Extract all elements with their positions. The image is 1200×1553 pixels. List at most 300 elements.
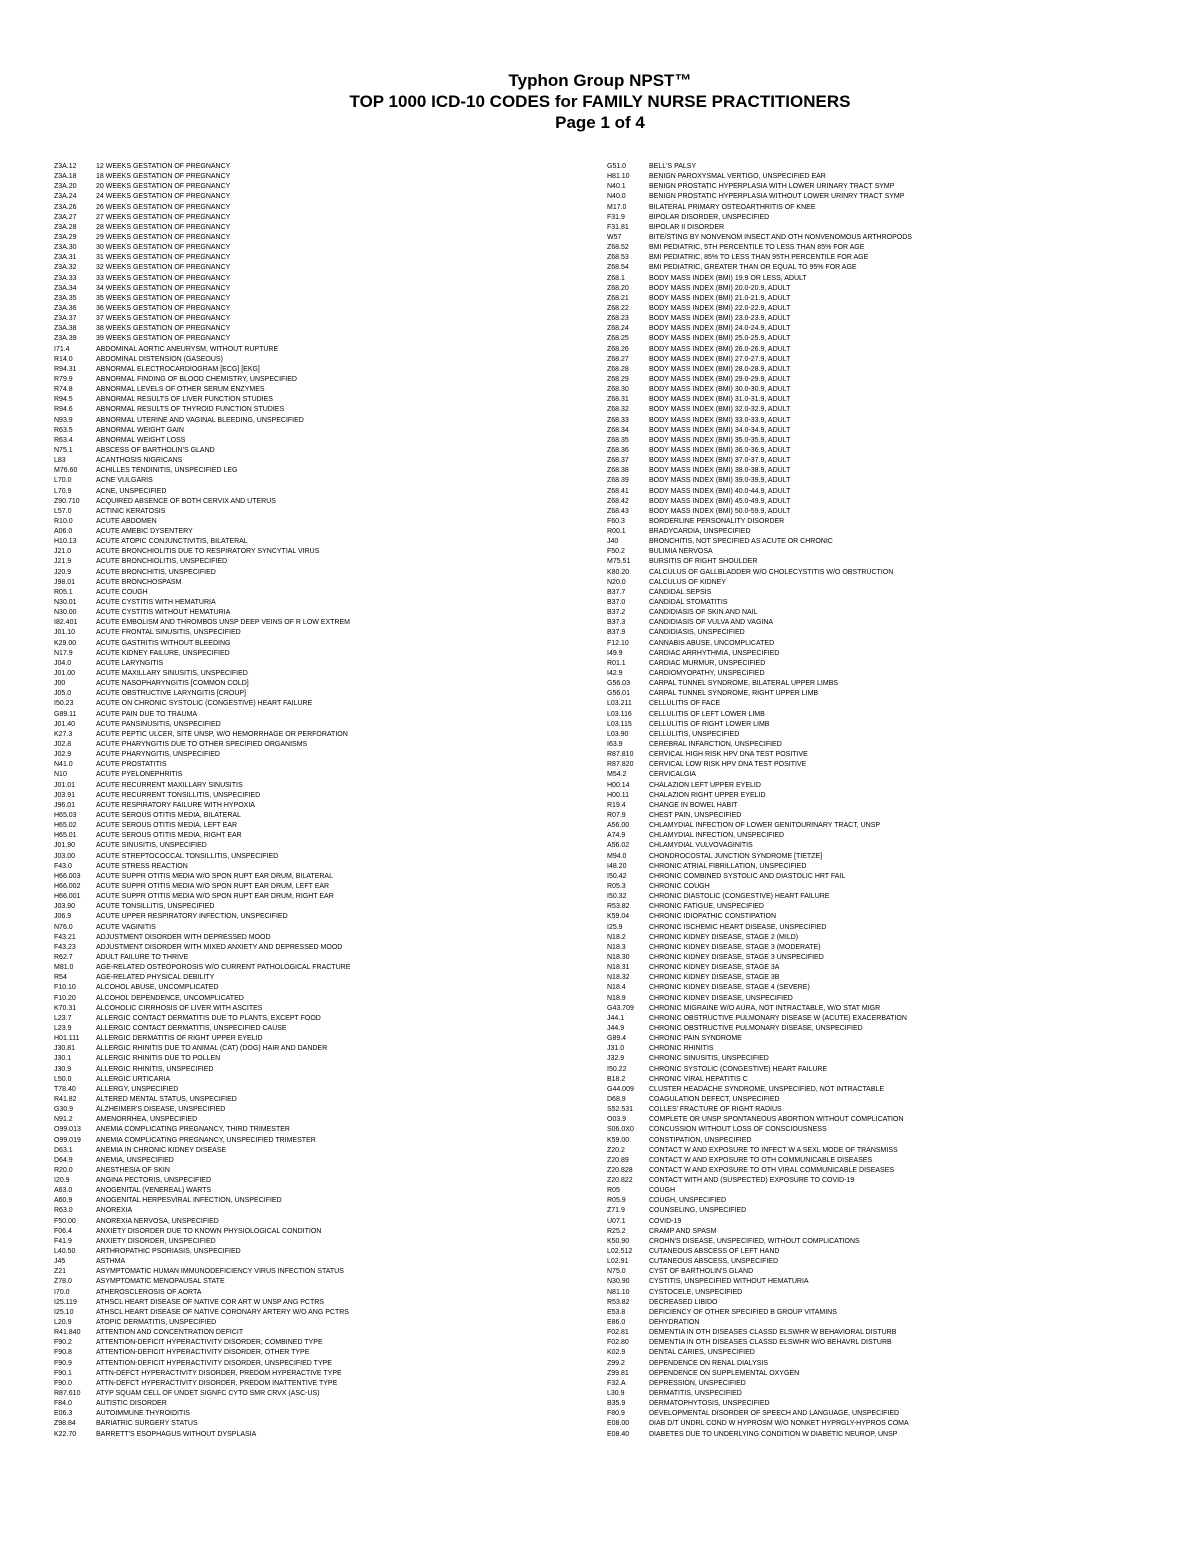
code-description: ACUTE PHARYNGITIS DUE TO OTHER SPECIFIED ORGANISMS [96,741,308,749]
code-description: ACHILLES TENDINITIS, UNSPECIFIED LEG [96,467,238,475]
code-description: BURSITIS OF RIGHT SHOULDER [649,558,758,566]
icd-code: W57 [607,233,622,241]
code-description: ALLERGIC RHINITIS DUE TO ANIMAL (CAT) (DOG) HAIR AND DANDER [96,1045,328,1053]
code-description: CHRONIC DIASTOLIC (CONGESTIVE) HEART FAILURE [649,893,830,901]
icd-code: F32.A [607,1379,626,1387]
code-description: CHRONIC RHINITIS [649,1045,714,1053]
code-row [54,1166,574,1176]
icd-code: I50.23 [54,700,74,708]
code-description: ACNE, UNSPECIFIED [96,487,167,495]
code-description: DECREASED LIBIDO [649,1298,718,1306]
icd-code: N18.4 [607,984,626,992]
code-row [54,872,574,882]
code-row [607,456,1167,466]
code-row [607,1176,1167,1186]
icd-code: F02.80 [607,1339,629,1347]
code-row [607,192,1167,202]
icd-code: Z68.36 [607,446,629,454]
code-row [54,862,574,872]
code-row [54,1389,574,1399]
code-description: BODY MASS INDEX (BMI) 38.0-38.9, ADULT [649,467,791,475]
code-row [54,902,574,912]
code-row [54,578,574,588]
icd-code: Z3A.26 [54,203,77,211]
icd-code: H01.111 [54,1035,80,1043]
icd-code: Z68.27 [607,355,629,363]
code-description: CERVICAL LOW RISK HPV DNA TEST POSITIVE [649,761,807,769]
code-description: COUGH, UNSPECIFIED [649,1197,727,1205]
code-description: CONSTIPATION, UNSPECIFIED [649,1136,752,1144]
code-description: DEFICIENCY OF OTHER SPECIFIED B GROUP VITAMINS [649,1308,837,1316]
code-description: BULIMIA NERVOSA [649,548,713,556]
icd-code: Z3A.33 [54,274,77,282]
icd-code: D68.9 [607,1095,626,1103]
code-description: CHRONIC KIDNEY DISEASE, STAGE 3A [649,964,780,972]
code-description: ACTINIC KERATOSIS [96,507,166,515]
code-row [54,223,574,233]
code-row [54,1186,574,1196]
left-code-column [54,162,574,1440]
icd-code: Z3A.12 [54,163,77,170]
code-description: BODY MASS INDEX (BMI) 25.0-25.9, ADULT [649,335,791,343]
code-description: 35 WEEKS GESTATION OF PREGNANCY [96,294,231,302]
code-description: BODY MASS INDEX (BMI) 32.0-32.9, ADULT [649,406,791,414]
code-description: 31 WEEKS GESTATION OF PREGNANCY [96,254,231,262]
code-row [54,1419,574,1429]
icd-code: N76.0 [54,923,73,931]
code-row [607,628,1167,638]
icd-code: R00.1 [607,528,626,536]
code-row [54,1004,574,1014]
code-description: ATOPIC DERMATITIS, UNSPECIFIED [96,1319,217,1327]
code-row [54,243,574,253]
code-row [607,182,1167,192]
icd-code: Z3A.27 [54,213,77,221]
icd-code: J21.9 [54,558,72,566]
code-row [54,1115,574,1125]
code-row [607,933,1167,943]
code-description: ACUTE SEROUS OTITIS MEDIA, RIGHT EAR [96,832,242,840]
icd-code: L70.9 [54,487,72,495]
icd-code: H65.01 [54,832,77,840]
icd-code: J01.01 [54,781,76,789]
code-row [54,213,574,223]
code-description: BMI PEDIATRIC, GREATER THAN OR EQUAL TO 95% FOR AGE [649,264,857,272]
code-row [607,294,1167,304]
code-row [54,233,574,243]
code-description: ASYMPTOMATIC MENOPAUSAL STATE [96,1278,225,1286]
icd-code: R53.82 [607,1298,630,1306]
code-row [607,923,1167,933]
code-description: CANDIDAL STOMATITIS [649,599,728,607]
code-row [54,943,574,953]
code-description: DEVELOPMENTAL DISORDER OF SPEECH AND LANGUAGE, UNSPECIFIED [649,1410,900,1418]
code-description: CHLAMYDIAL INFECTION, UNSPECIFIED [649,832,785,840]
code-row [607,588,1167,598]
code-row [54,1125,574,1135]
icd-code: O03.9 [607,1116,627,1124]
icd-code: R41.840 [54,1329,81,1337]
code-row [54,476,574,486]
icd-code: F43.0 [54,862,72,870]
code-description: ACNE VULGARIS [96,477,153,485]
icd-code: Z3A.18 [54,173,77,181]
code-row [54,537,574,547]
icd-code: N30.01 [54,599,77,607]
icd-code: R05.1 [54,588,73,596]
code-description: BODY MASS INDEX (BMI) 40.0-44.9, ADULT [649,487,791,495]
code-row [607,1065,1167,1075]
code-description: BIPOLAR II DISORDER [649,223,725,231]
code-row [607,689,1167,699]
icd-code: K59.04 [607,913,630,921]
code-description: ACUTE PROSTATITIS [96,761,167,769]
icd-code: G89.4 [607,1035,627,1043]
code-row [607,1186,1167,1196]
icd-code: A56.02 [607,842,630,850]
icd-code: L02.91 [607,1258,629,1266]
code-description: ACUTE ON CHRONIC SYSTOLIC (CONGESTIVE) HEART FAILURE [96,700,313,708]
icd-code: A60.9 [54,1197,73,1205]
icd-code: Z20.822 [607,1177,633,1185]
icd-code: Z68.21 [607,294,629,302]
icd-code: E08.40 [607,1430,630,1438]
code-description: ATYP SQUAM CELL OF UNDET SIGNFC CYTO SMR CRVX (ASC-US) [96,1390,320,1398]
icd-code: H65.03 [54,812,77,819]
icd-code: A74.9 [607,832,626,840]
icd-code: L30.9 [607,1390,625,1398]
code-row [607,821,1167,831]
icd-code: I20.9 [54,1177,70,1185]
code-description: ACUTE PANSINUSITIS, UNSPECIFIED [96,720,221,728]
code-row [607,679,1167,689]
code-row [54,598,574,608]
code-row [607,1014,1167,1024]
icd-code: M76.60 [54,467,78,475]
code-description: BELL'S PALSY [649,163,697,170]
code-description: ACUTE RESPIRATORY FAILURE WITH HYPOXIA [96,801,255,809]
icd-code: B37.3 [607,619,626,627]
icd-code: Z3A.28 [54,223,77,231]
icd-code: E06.3 [54,1410,73,1418]
code-description: 18 WEEKS GESTATION OF PREGNANCY [96,173,231,181]
code-description: ACUTE EMBOLISM AND THROMBOS UNSP DEEP VEINS OF R LOW EXTREM [96,619,350,627]
code-row [54,791,574,801]
code-description: ATTN-DEFCT HYPERACTIVITY DISORDER, PREDOM INATTENTIVE TYPE [96,1379,338,1387]
code-row [54,517,574,527]
code-row [54,699,574,709]
code-row [607,791,1167,801]
code-row [54,750,574,760]
icd-code: G43.709 [607,1004,634,1012]
icd-code: N18.9 [607,994,626,1002]
code-description: 29 WEEKS GESTATION OF PREGNANCY [96,233,231,241]
code-row [607,405,1167,415]
code-description: ABNORMAL RESULTS OF THYROID FUNCTION STUDIES [96,406,285,414]
code-description: ABNORMAL UTERINE AND VAGINAL BLEEDING, UNSPECIFIED [96,416,304,424]
code-description: CANDIDIASIS, UNSPECIFIED [649,629,745,637]
code-description: DERMATITIS, UNSPECIFIED [649,1390,742,1398]
code-row [54,314,574,324]
code-description: COAGULATION DEFECT, UNSPECIFIED [649,1095,780,1103]
icd-code: N93.9 [54,416,73,424]
code-description: BODY MASS INDEX (BMI) 27.0-27.9, ADULT [649,355,791,363]
icd-code: G51.0 [607,163,627,170]
icd-code: Z3A.32 [54,264,77,272]
code-description: BENIGN PROSTATIC HYPERPLASIA WITHOUT LOWER URINRY TRACT SYMP [649,193,905,201]
icd-code: Z68.26 [607,345,629,353]
code-row [54,1034,574,1044]
code-description: CHRONIC MIGRAINE W/O AURA, NOT INTRACTABLE, W/O STAT MIGR [649,1004,881,1012]
icd-code: F90.0 [54,1379,72,1387]
code-description: ACUTE CYSTITIS WITHOUT HEMATURIA [96,609,231,617]
code-row [607,659,1167,669]
icd-code: L40.50 [54,1248,76,1256]
code-description: CROHN'S DISEASE, UNSPECIFIED, WITHOUT COMPLICATIONS [649,1237,860,1245]
code-description: CHONDROCOSTAL JUNCTION SYNDROME [TIETZE] [649,852,823,860]
code-description: DIAB D/T UNDRL COND W HYPROSM W/O NONKET HYPRGLY-HYPROS COMA [649,1420,909,1428]
code-row [607,902,1167,912]
code-description: ANEMIA IN CHRONIC KIDNEY DISEASE [96,1146,227,1154]
icd-code: R74.8 [54,386,73,394]
code-description: BMI PEDIATRIC, 85% TO LESS THAN 95TH PERCENTILE FOR AGE [649,254,869,262]
code-description: CHRONIC ISCHEMIC HEART DISEASE, UNSPECIFIED [649,923,827,931]
code-row [607,213,1167,223]
code-row [607,811,1167,821]
code-row [607,750,1167,760]
icd-code: F06.4 [54,1227,72,1235]
code-description: ACUTE ABDOMEN [96,517,157,525]
icd-code: Z90.710 [54,497,80,505]
icd-code: I50.32 [607,893,627,901]
code-description: ABDOMINAL DISTENSION (GASEOUS) [96,355,223,363]
icd-code: Z20.89 [607,1156,629,1164]
icd-code: L57.0 [54,507,72,515]
icd-code: D64.9 [54,1156,73,1164]
icd-code: R94.6 [54,406,73,414]
code-row [54,324,574,334]
code-row [607,994,1167,1004]
icd-code: L83 [54,457,66,465]
code-description: ACUTE BRONCHIOLITIS, UNSPECIFIED [96,558,228,566]
icd-code: R25.2 [607,1227,626,1235]
icd-code: G56.03 [607,680,630,688]
document-organization: Typhon Group NPST™ [508,71,692,90]
code-row [607,1044,1167,1054]
code-description: BODY MASS INDEX (BMI) 28.0-28.9, ADULT [649,365,791,373]
icd-code: H00.14 [607,781,630,789]
code-description: 24 WEEKS GESTATION OF PREGNANCY [96,193,231,201]
code-description: BMI PEDIATRIC, 5TH PERCENTILE TO LESS THAN 85% FOR AGE [649,244,865,252]
code-row [54,304,574,314]
code-row [54,1176,574,1186]
code-description: ALLERGIC CONTACT DERMATITIS DUE TO PLANTS, EXCEPT FOOD [96,1014,321,1022]
code-row [607,1024,1167,1034]
code-row [54,669,574,679]
code-description: ACUTE SUPPR OTITIS MEDIA W/O SPON RUPT EAR DRUM, RIGHT EAR [96,893,334,901]
code-description: DENTAL CARIES, UNSPECIFIED [649,1349,755,1357]
code-row [54,1156,574,1166]
code-row [607,1156,1167,1166]
code-row [54,1146,574,1156]
code-description: ACUTE BRONCHOSPASM [96,578,182,586]
icd-code: G30.9 [54,1106,74,1114]
icd-code: J05.0 [54,690,72,698]
code-description: ACUTE BRONCHIOLITIS DUE TO RESPIRATORY SYNCYTIAL VIRUS [96,548,320,556]
code-row [607,740,1167,750]
code-row [607,243,1167,253]
code-row [54,426,574,436]
code-row [607,801,1167,811]
icd-code: H65.02 [54,822,77,830]
code-description: ACUTE STREPTOCOCCAL TONSILLITIS, UNSPECIFIED [96,852,279,860]
code-row [54,395,574,405]
icd-code: A56.00 [607,822,630,830]
icd-code: I82.401 [54,619,78,627]
icd-code: H66.002 [54,882,81,890]
code-description: CONTACT WITH AND (SUSPECTED) EXPOSURE TO COVID-19 [649,1177,855,1185]
code-description: CHRONIC FATIGUE, UNSPECIFIED [649,903,764,911]
code-row [54,659,574,669]
code-description: 26 WEEKS GESTATION OF PREGNANCY [96,203,231,211]
code-description: BODY MASS INDEX (BMI) 30.0-30.9, ADULT [649,386,791,394]
code-row [54,1075,574,1085]
code-row [54,1257,574,1267]
code-row [607,1034,1167,1044]
code-description: BILATERAL PRIMARY OSTEOARTHRITIS OF KNEE [649,203,816,211]
icd-code: R63.0 [54,1207,73,1215]
code-row [54,1409,574,1419]
icd-code: Z3A.20 [54,183,77,191]
code-description: ANEMIA COMPLICATING PREGNANCY, UNSPECIFIED TRIMESTER [96,1136,316,1144]
code-description: CELLULITIS OF LEFT LOWER LIMB [649,710,765,718]
icd-code: F90.8 [54,1349,72,1357]
code-row [54,852,574,862]
code-row [607,436,1167,446]
code-description: ACANTHOSIS NIGRICANS [96,457,183,465]
code-row [54,649,574,659]
icd-code: I71.4 [54,345,70,353]
code-description: ACUTE STRESS REACTION [96,862,188,870]
icd-code: Z3A.29 [54,233,77,241]
icd-code: L03.116 [607,710,632,718]
code-row [54,294,574,304]
code-description: CARDIAC MURMUR, UNSPECIFIED [649,659,766,667]
code-row [607,345,1167,355]
code-description: ANOGENITAL HERPESVIRAL INFECTION, UNSPECIFIED [96,1197,282,1205]
code-row [607,334,1167,344]
code-row [54,1085,574,1095]
code-row [607,639,1167,649]
code-row [54,182,574,192]
icd-code: N18.31 [607,964,630,972]
document-title: TOP 1000 ICD-10 CODES for FAMILY NURSE PRACTITIONERS [349,92,851,111]
icd-code: J32.9 [607,1055,625,1063]
code-description: CHRONIC OBSTRUCTIVE PULMONARY DISEASE W (ACUTE) EXACERBATION [649,1014,907,1022]
code-row [54,284,574,294]
icd-code: R94.31 [54,365,77,373]
code-description: ADULT FAILURE TO THRIVE [96,953,189,961]
icd-code: H10.13 [54,538,77,546]
code-row [54,1024,574,1034]
code-description: 37 WEEKS GESTATION OF PREGNANCY [96,315,231,323]
code-description: ACUTE SUPPR OTITIS MEDIA W/O SPON RUPT EAR DRUM, BILATERAL [96,872,333,880]
code-row [607,274,1167,284]
code-description: ACUTE MAXILLARY SINUSITIS, UNSPECIFIED [96,670,248,678]
icd-code: J44.1 [607,1014,625,1022]
code-row [54,1054,574,1064]
code-row [607,912,1167,922]
code-row [607,1298,1167,1308]
code-row [54,1430,574,1440]
code-description: ANEMIA COMPLICATING PREGNANCY, THIRD TRIMESTER [96,1126,290,1134]
code-row [54,923,574,933]
code-description: CHLAMYDIAL VULVOVAGINITIS [649,842,753,850]
code-description: CONTACT W AND EXPOSURE TO INFECT W A SEXL MODE OF TRANSMISS [649,1146,898,1154]
code-description: ACUTE GASTRITIS WITHOUT BLEEDING [96,639,231,647]
icd-code: Z68.22 [607,304,629,312]
code-row [607,882,1167,892]
code-row [54,1227,574,1237]
code-description: CUTANEOUS ABSCESS, UNSPECIFIED [649,1258,779,1266]
icd-code: N81.10 [607,1288,630,1296]
icd-code: M54.2 [607,771,627,779]
code-description: ALLERGIC URTICARIA [96,1075,171,1083]
icd-code: J03.91 [54,791,76,799]
code-description: CARPAL TUNNEL SYNDROME, RIGHT UPPER LIMB [649,690,819,698]
icd-code: I50.42 [607,872,627,880]
icd-code: Z98.84 [54,1420,76,1428]
icd-code: H66.003 [54,872,81,880]
icd-code: R54 [54,974,67,982]
code-description: CHALAZION RIGHT UPPER EYELID [649,791,766,799]
icd-code: Z68.23 [607,315,629,323]
icd-code: F31.9 [607,213,625,221]
code-row [607,852,1167,862]
code-description: 12 WEEKS GESTATION OF PREGNANCY [96,163,231,170]
code-description: ARTHROPATHIC PSORIASIS, UNSPECIFIED [96,1248,241,1256]
code-description: ALLERGIC DERMATITIS OF RIGHT UPPER EYELID [96,1035,263,1043]
code-description: CHRONIC KIDNEY DISEASE, STAGE 2 (MILD) [649,933,799,941]
code-description: ABNORMAL WEIGHT LOSS [96,436,186,444]
code-row [607,233,1167,243]
code-row [607,983,1167,993]
icd-code: K80.20 [607,568,630,576]
code-row [607,649,1167,659]
code-row [607,578,1167,588]
icd-code: J01.10 [54,629,76,637]
code-description: ADJUSTMENT DISORDER WITH DEPRESSED MOOD [96,933,271,941]
code-row [54,1359,574,1369]
icd-code: Z3A.36 [54,304,77,312]
code-description: ACUTE COUGH [96,588,148,596]
icd-code: E08.00 [607,1420,630,1428]
code-description: ANEMIA, UNSPECIFIED [96,1156,174,1164]
code-row [607,618,1167,628]
code-description: CALCULUS OF KIDNEY [649,578,727,586]
right-code-column [607,162,1167,1440]
code-row [54,192,574,202]
code-description: CLUSTER HEADACHE SYNDROME, UNSPECIFIED, NOT INTRACTABLE [649,1085,885,1093]
icd-code: L03.90 [607,730,629,738]
code-description: BODY MASS INDEX (BMI) 34.0-34.9, ADULT [649,426,791,434]
code-row [54,811,574,821]
code-row [607,770,1167,780]
code-row [54,973,574,983]
icd-code: G56.01 [607,690,630,698]
code-row [54,1399,574,1409]
code-description: BITE/STING BY NONVENOM INSECT AND OTH NONVENOMOUS ARTHROPODS [649,233,912,241]
